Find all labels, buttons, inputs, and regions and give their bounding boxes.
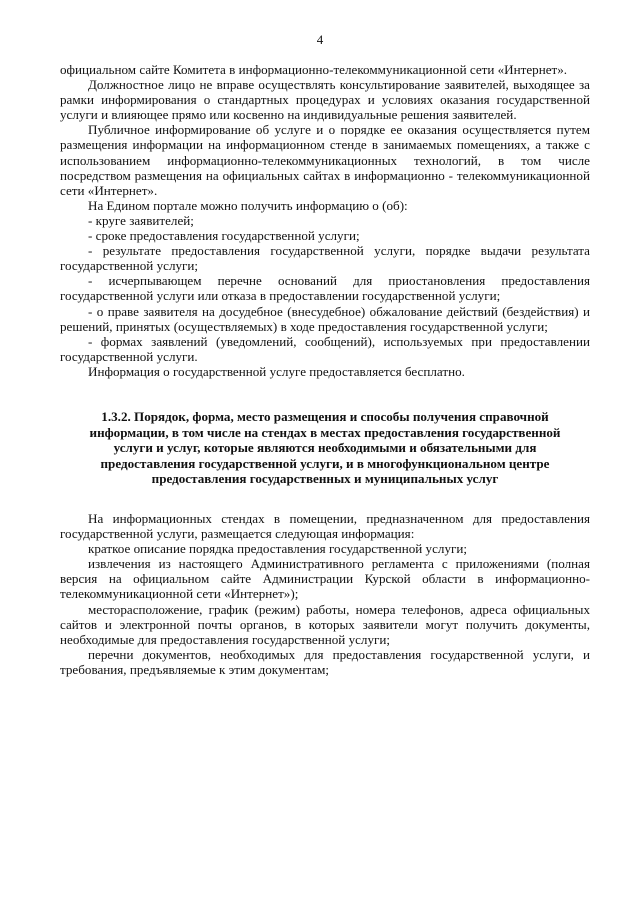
list-item: - формах заявлений (уведомлений, сообщений), используемых при предоставлении государственной услуги. — [60, 333, 590, 364]
list-item: - сроке предоставления государственной услуги; — [88, 228, 360, 244]
paragraph: На Едином портале можно получить информацию о (об): — [88, 197, 408, 213]
page-number: 4 — [316, 32, 324, 47]
list-item: - исчерпывающем перечне оснований для приостановления предоставления государственной услуги или отказа в предоставлении государственной услуги; — [60, 273, 590, 304]
list-item: - круге заявителей; — [88, 212, 194, 228]
document-body — [60, 62, 590, 677]
paragraph: Должностное лицо не вправе осуществлять консультирование заявителей, выходящее за рамки информирования о стандартных процедурах и условиях оказания государственной услуги и влияющее прямо или косвенно на индивидуальные решения заявителей. — [60, 77, 590, 123]
list-item: извлечения из настоящего Административного регламента с приложениями (полная версия на официальном сайте Администрации Курской области в информационно-телекоммуникационной сети «Интернет»); — [60, 556, 590, 602]
paragraph: Публичное информирование об услуге и о порядке ее оказания осуществляется путем размещения информации на информационном стенде в занимаемых помещениях, а также с использованием информационно-телекоммуникационных технологий, в том числе посредством размещения на официальных сайтах в информационно - телекоммуникационной сети «Интернет». — [60, 122, 590, 198]
list-item: - результате предоставления государственной услуги, порядке выдачи результата государственной услуги; — [60, 243, 590, 274]
list-item: краткое описание порядка предоставления государственной услуги; — [88, 541, 468, 557]
paragraph: официальном сайте Комитета в информационно-телекоммуникационной сети «Интернет». — [60, 62, 568, 77]
list-item: - о праве заявителя на досудебное (внесудебное) обжалование действий (бездействия) и решений, принятых (осуществляемых) в ходе предоставления государственной услуги; — [60, 303, 590, 334]
list-item: месторасположение, график (режим) работы, номера телефонов, адреса официальных сайтов и электронной почты органов, в которых заявители могут получить документы, необходимые для предоставления государственной услуги; — [60, 601, 590, 647]
section-heading: 1.3.2. Порядок, форма, место размещения и способы получения справочной информации, в том числе на стендах в местах предоставления государственной услуги и услуг, которые являются необходимыми и обязательными для предоставления государственной услуги, и в многофункциональном центре предоставления государственных и муниципальных услуг — [89, 408, 561, 487]
paragraph: Информация о государственной услуге предоставляется бесплатно. — [88, 363, 465, 379]
list-item: перечни документов, необходимых для предоставления государственной услуги, и требования, предъявляемые к этим документам; — [60, 646, 590, 677]
paragraph: На информационных стендах в помещении, предназначенном для предоставления государственной услуги, размещается следующая информация: — [60, 510, 590, 542]
